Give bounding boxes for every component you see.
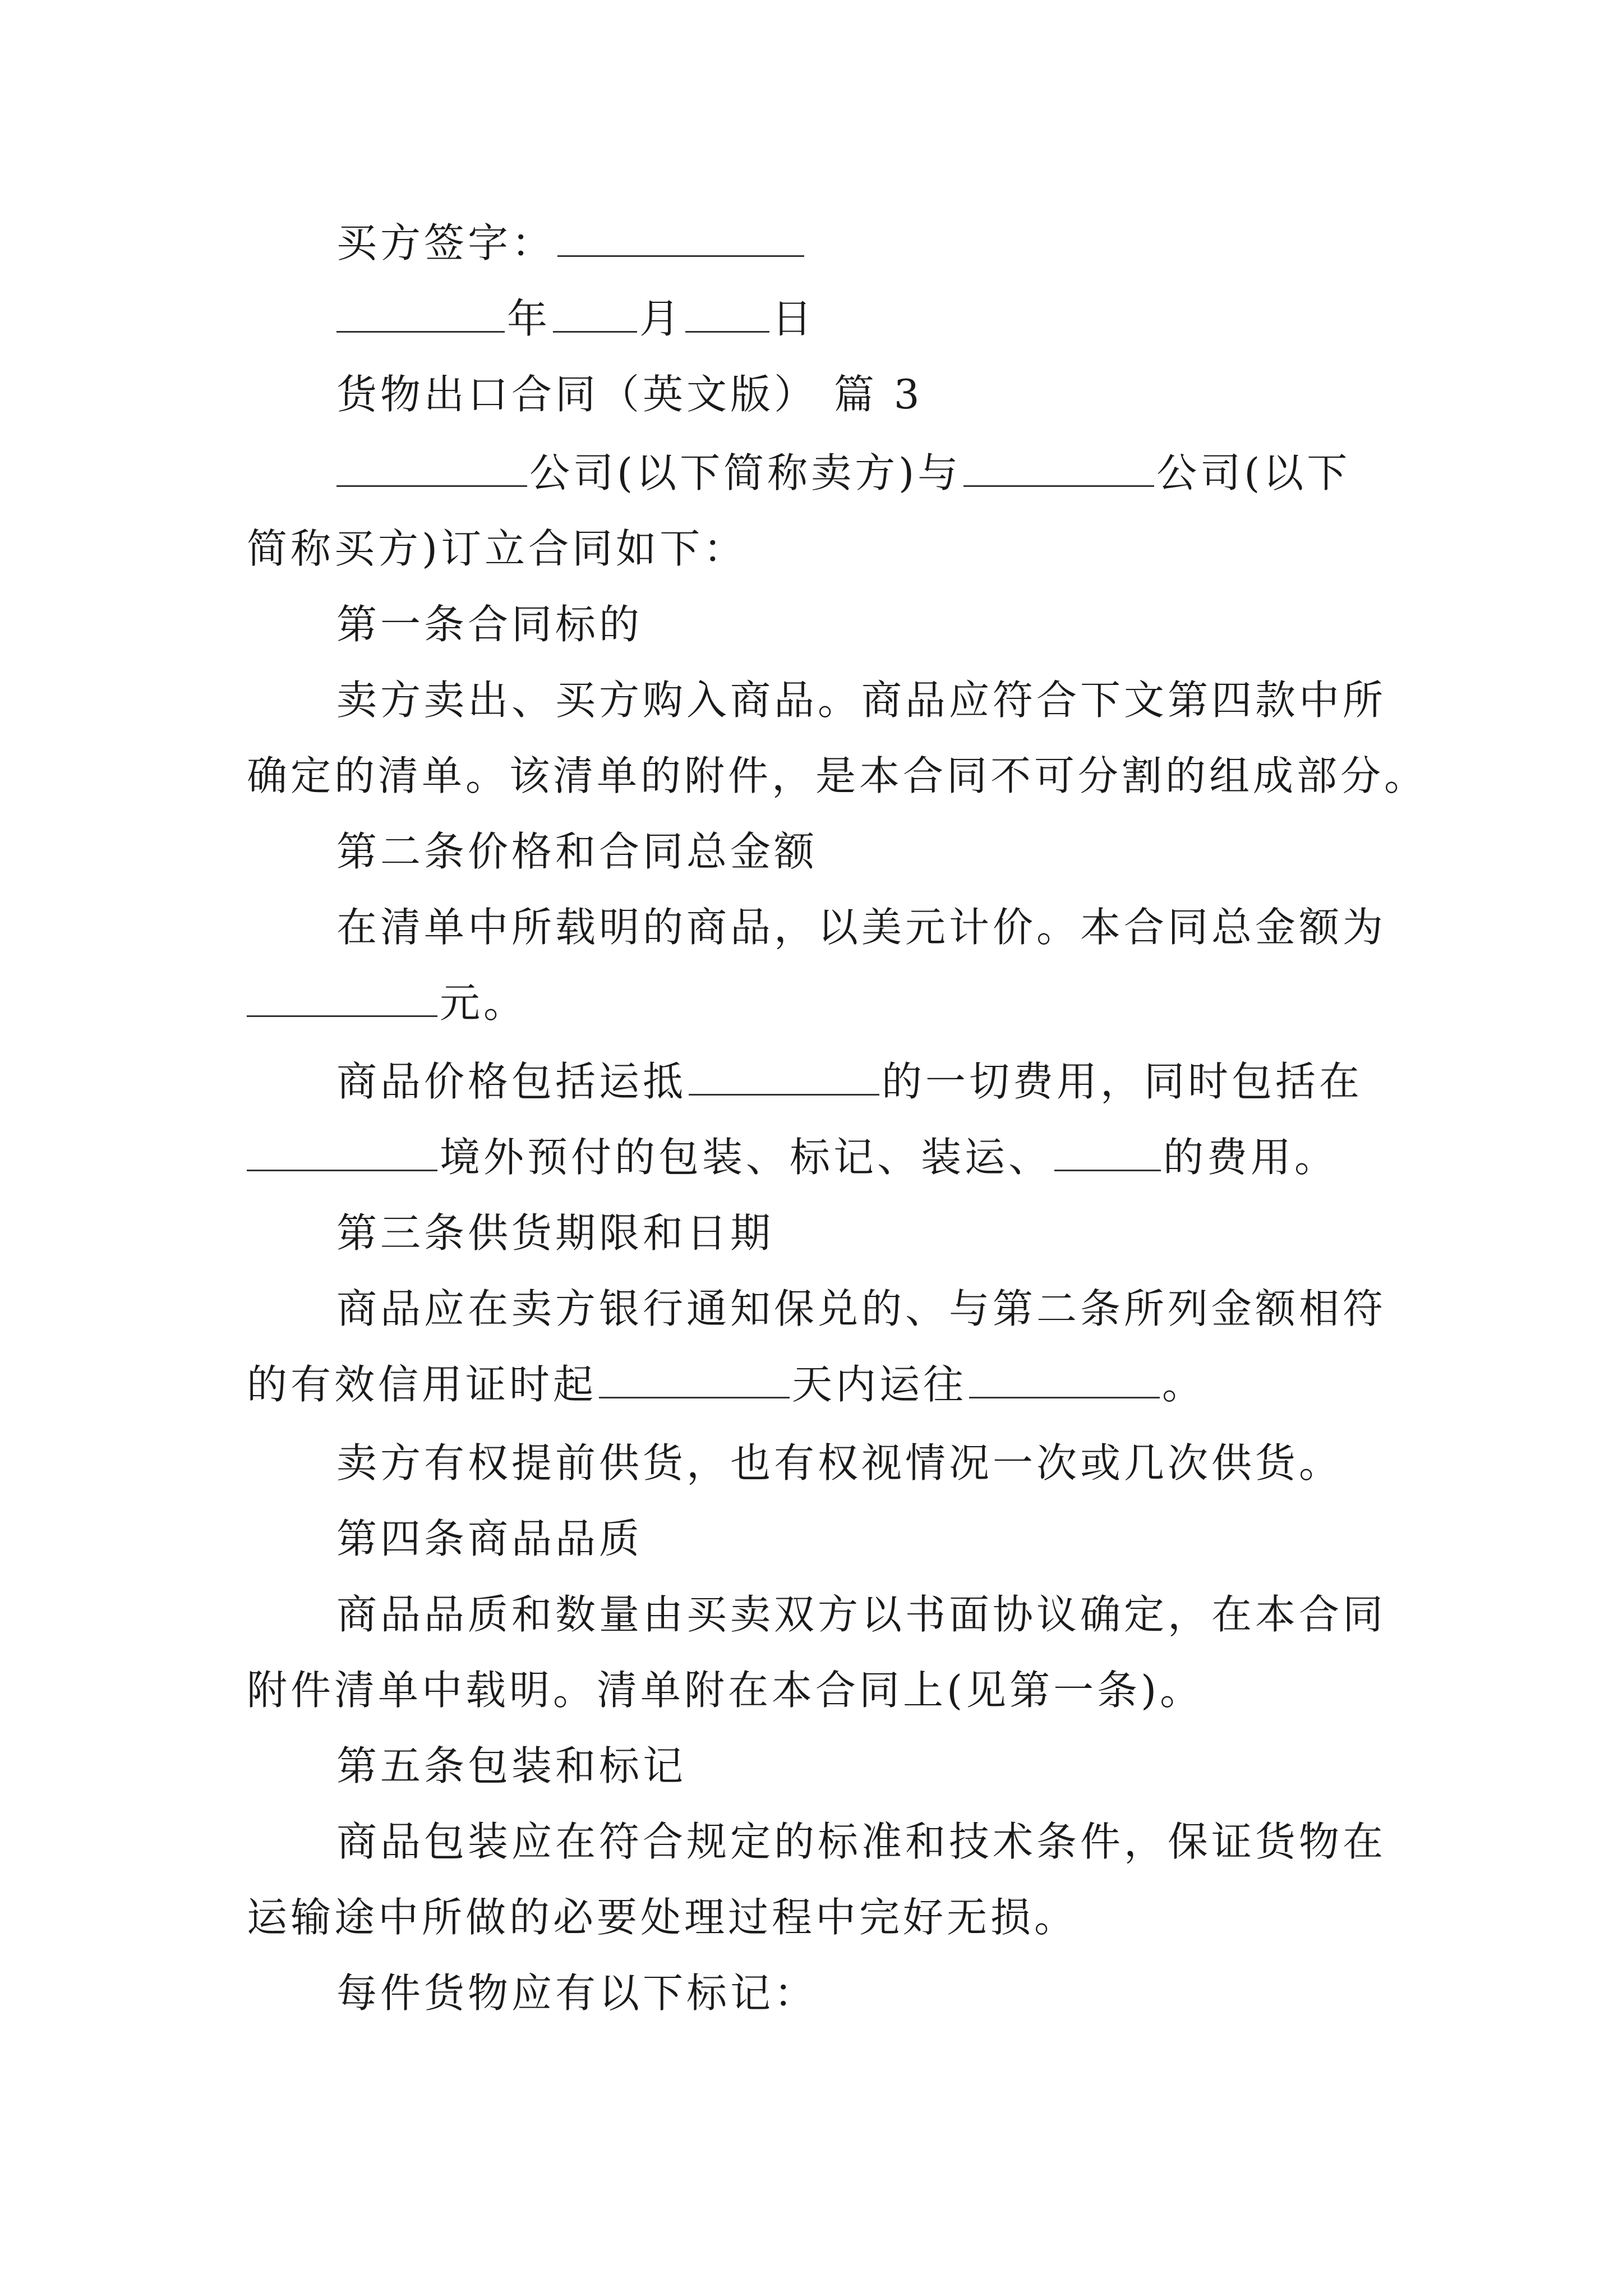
cost-item-blank xyxy=(1054,1136,1161,1171)
intro-buyer-text: 公司(以 xyxy=(1156,449,1307,496)
article2-p2-line2 xyxy=(247,1130,1338,1184)
article4-p1-line1: 商品品质和数量由买卖双方以书面协议确定，在本合同 xyxy=(336,1591,1387,1638)
article5-p2: 每件货物应有以下标记： xyxy=(336,1970,818,2017)
article3-p1-line1: 商品应在卖方银行通知保兑的、与第二条所列金额相符 xyxy=(336,1285,1387,1332)
article5-p1-line1: 商品包装应在符合规定的标准和技术条件，保证货物在 xyxy=(336,1818,1387,1865)
article5-p1-line2: 运输途中所做的必要处理过程中完好无损。 xyxy=(247,1894,1078,1941)
article5-title: 第五条包装和标记 xyxy=(336,1742,687,1789)
article2-p2-text-a: 商品价格包括运抵 xyxy=(336,1058,687,1105)
article1-p1-line2: 确定的清单。该清单的附件，是本合同不可分割的组成部分。 xyxy=(247,752,1428,799)
year-blank xyxy=(336,297,505,333)
month-label: 月 xyxy=(639,295,684,342)
intro-buyer-tail: 下 xyxy=(1307,449,1351,496)
intro-line-2: 简称买方)订立合同如下： xyxy=(247,525,748,572)
article4-p1-line2: 附件清单中载明。清单附在本合同上(见第一条)。 xyxy=(247,1667,1204,1714)
article2-p2-text-d: 的费用。 xyxy=(1163,1134,1339,1181)
days-blank xyxy=(599,1363,790,1398)
day-blank xyxy=(685,297,769,333)
amount-unit: 元。 xyxy=(440,979,528,1027)
signature-blank xyxy=(557,222,804,257)
article3-p1-text-c: 。 xyxy=(1162,1361,1206,1408)
amount-blank xyxy=(247,982,437,1017)
destination-blank xyxy=(689,1060,879,1096)
intro-line-1 xyxy=(336,446,1350,500)
buyer-signature-line xyxy=(336,216,806,270)
ship-to-blank xyxy=(969,1363,1160,1398)
buyer-signature-label: 买方签字： xyxy=(336,219,556,266)
article2-title: 第二条价格和合同总金额 xyxy=(336,828,818,875)
day-label: 日 xyxy=(772,295,816,342)
article3-p1-line2 xyxy=(247,1358,1206,1411)
date-line xyxy=(336,292,815,346)
seller-blank xyxy=(336,452,527,487)
article3-title: 第三条供货期限和日期 xyxy=(336,1209,774,1257)
article2-p1-line2 xyxy=(247,976,527,1030)
article2-p2-line1 xyxy=(336,1055,1363,1108)
article3-p1-text-a: 的有效信用证时起 xyxy=(247,1361,597,1408)
article2-p2-text-c: 境外预付的包装、标记、装运、 xyxy=(440,1134,1053,1181)
country-blank xyxy=(247,1136,437,1171)
year-label: 年 xyxy=(507,295,551,342)
article1-p1-line1: 卖方卖出、买方购入商品。商品应符合下文第四款中所 xyxy=(336,677,1387,724)
article3-p1-text-b: 天内运往 xyxy=(792,1361,967,1408)
month-blank xyxy=(553,297,637,333)
article2-p1-line1: 在清单中所载明的商品，以美元计价。本合同总金额为 xyxy=(336,904,1387,951)
article1-title: 第一条合同标的 xyxy=(336,601,643,648)
section-title: 货物出口合同（英文版） 篇 3 xyxy=(336,371,923,418)
buyer-blank xyxy=(963,452,1154,487)
article4-title: 第四条商品品质 xyxy=(336,1515,643,1562)
intro-seller-text: 公司(以下简称卖方)与 xyxy=(529,449,962,496)
article2-p2-text-b: 的一切费用，同时包括在 xyxy=(882,1058,1363,1105)
article3-p2: 卖方有权提前供货，也有权视情况一次或几次供货。 xyxy=(336,1439,1343,1487)
